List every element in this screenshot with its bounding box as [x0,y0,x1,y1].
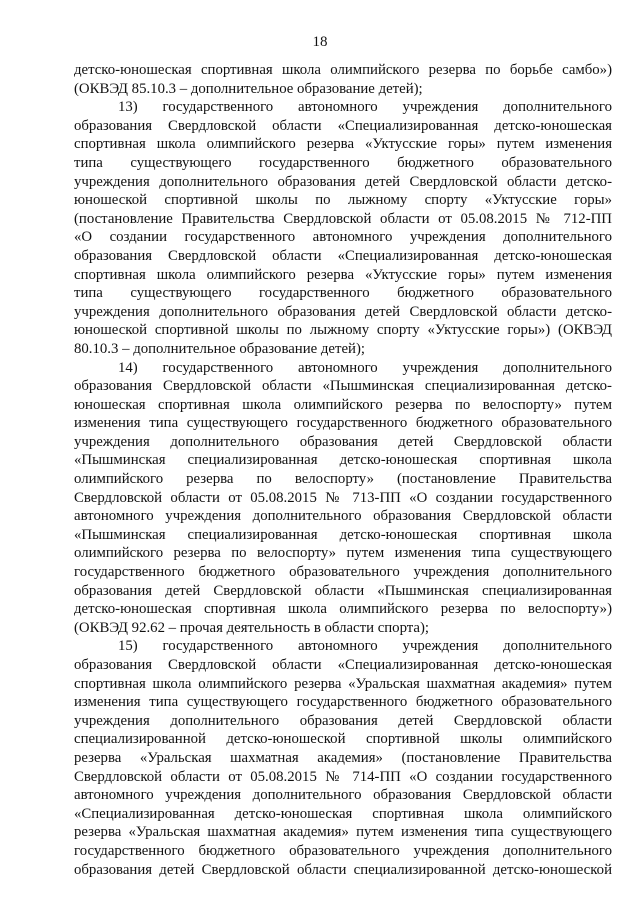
text-line: образования Свердловской области «Специализированная детско-юношеская [74,657,612,673]
text-line: специализированной детско-юношеской спортивной школы олимпийского [74,731,612,748]
text-line: образования Свердловской области «Пышминская специализированная детско- [74,378,612,395]
text-line: государственного бюджетного образовательного учреждения дополнительного [74,564,612,581]
text-line: учреждения дополнительного образования детей Свердловской области детско- [74,173,612,190]
text-line: автономного учреждения дополнительного образования Свердловской области [74,508,612,525]
text-line: юношеской спортивной школы по лыжному спорту «Уктусские горы» [74,192,612,209]
text-line: «Пышминская специализированная детско-юношеская спортивная школа [74,452,612,469]
text-line: «Пышминская специализированная детско-юношеская спортивная школа [74,526,612,543]
text-line: юношеская спортивная школа олимпийского резерва по велоспорту» путем [74,396,612,413]
document-body [74,61,612,879]
text-line: учреждения дополнительного образования детей Свердловской области [74,433,612,450]
text-line: спортивная школа олимпийского резерва «Уктусские горы» путем изменения [74,266,612,283]
paragraph-first-line: 14) государственного автономного учреждения дополнительного [118,359,612,376]
text-line: резерва «Уральская шахматная академия» путем изменения типа существующего [74,824,612,841]
text-line: образования Свердловской области «Специализированная детско-юношеская [74,117,612,134]
text-line: изменения типа существующего государственного бюджетного образовательного [74,694,612,711]
text-line: государственного бюджетного образовательного учреждения дополнительного [74,842,612,859]
text-line: детско-юношеская спортивная школа олимпийского резерва по борьбе самбо») [74,62,612,78]
text-line: спортивная школа олимпийского резерва «Уральская шахматная академия» путем [74,675,612,692]
text-line: резерва «Уральская шахматная академия» (постановление Правительства [74,749,612,766]
text-line: учреждения дополнительного образования детей Свердловской области детско- [74,303,612,320]
text-line: 80.10.3 – дополнительное образование детей); [74,340,365,357]
text-line: образования детей Свердловской области «Пышминская специализированная [74,582,612,599]
text-line: «Специализированная детско-юношеская спортивная школа олимпийского [74,805,612,822]
text-line: спортивная школа олимпийского резерва «Уктусские горы» путем изменения [74,136,612,153]
text-line: Свердловской области от 05.08.2015 № 713-ПП «О создании государственного [74,489,612,506]
text-line: учреждения дополнительного образования детей Свердловской области [74,712,612,729]
text-line: изменения типа существующего государственного бюджетного образовательного [74,415,612,432]
paragraph-first-line: 13) государственного автономного учреждения дополнительного [118,99,612,116]
text-line: олимпийского резерва по велоспорту» (постановление Правительства [74,471,612,488]
text-line: образования Свердловской области «Специализированная детско-юношеская [74,247,612,264]
paragraph-first-line: 15) государственного автономного учреждения дополнительного [118,638,612,655]
text-line: автономного учреждения дополнительного образования Свердловской области [74,787,612,804]
text-line: типа существующего государственного бюджетного образовательного [74,285,612,302]
text-line: (ОКВЭД 85.10.3 – дополнительное образование детей); [74,80,423,97]
text-line: образования детей Свердловской области специализированной детско-юношеской [74,861,612,878]
page-number: 18 [312,34,328,50]
text-line: Свердловской области от 05.08.2015 № 714-ПП «О создании государственного [74,768,612,785]
text-line: детско-юношеская спортивная школа олимпийского резерва по велоспорту») [74,601,612,618]
text-line: «О создании государственного автономного учреждения дополнительного [74,229,612,246]
text-line: олимпийского резерва по велоспорту» путем изменения типа существующего [74,545,612,562]
text-line: (ОКВЭД 92.62 – прочая деятельность в области спорта); [74,619,430,636]
text-line: юношеской спортивной школы по лыжному спорту «Уктусские горы») (ОКВЭД [74,322,612,339]
text-line: типа существующего государственного бюджетного образовательного [74,154,612,171]
text-line: (постановление Правительства Свердловской области от 05.08.2015 № 712-ПП [74,210,612,227]
